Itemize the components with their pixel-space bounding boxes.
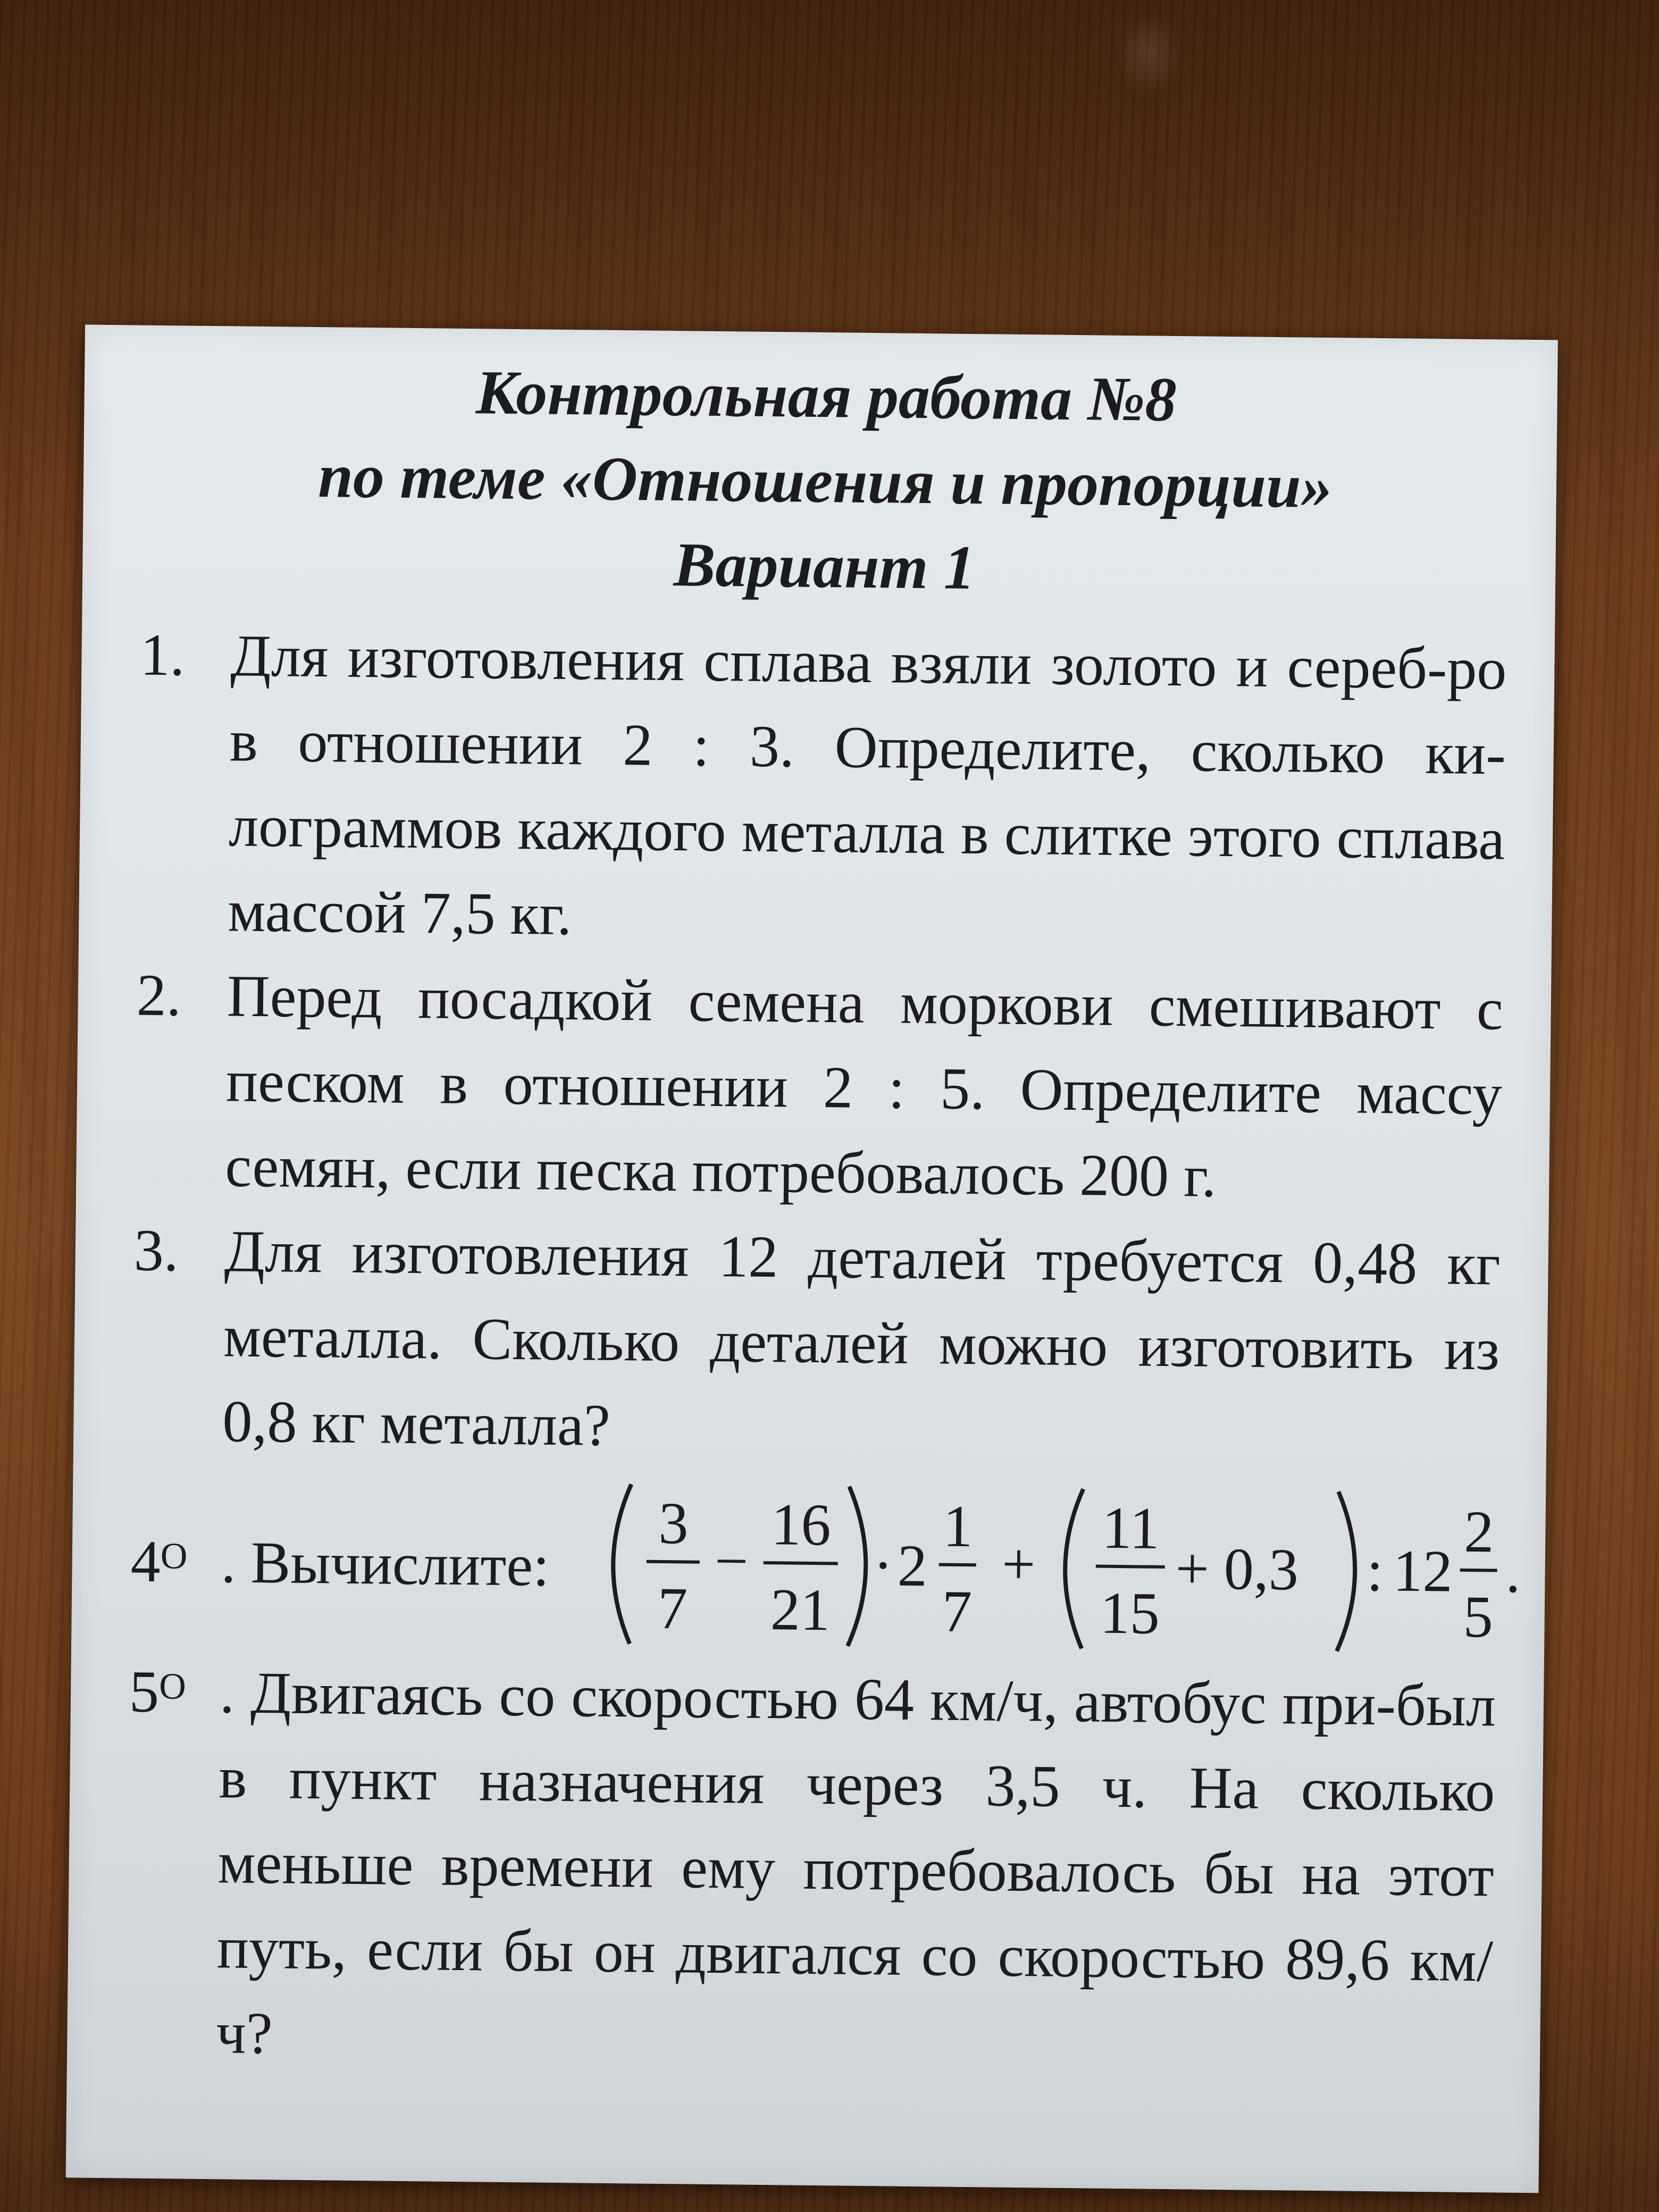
- worksheet-variant: Вариант 1: [673, 530, 976, 603]
- right-parenthesis: [1337, 1492, 1356, 1651]
- fraction-bar: [1096, 1566, 1165, 1567]
- mixed-number-whole: 2: [897, 1532, 928, 1599]
- math-expression-svg: [592, 1473, 1530, 1664]
- worksheet-title: Контрольная работа №8: [475, 357, 1177, 434]
- task-number: 3.: [133, 1217, 179, 1284]
- fraction-bar: [939, 1564, 976, 1565]
- task-number-digit: 5: [129, 1658, 160, 1725]
- task-text: . Двигаясь со скоростью 64 км/ч, автобус при-был в пункт назначения через 3,5 ч. На сколько меньше времени ему потребовалось бы на этот путь, если бы он двигался со скоростью 89,6 км/ч?: [215, 1660, 1496, 2067]
- left-parenthesis: [613, 1484, 632, 1644]
- task-4: [130, 1469, 1521, 1664]
- task-number: 1.: [139, 622, 186, 689]
- task-2: [135, 953, 1504, 1222]
- plus-sign: +: [1001, 1531, 1036, 1598]
- task-list: [125, 613, 1521, 2089]
- task-5: [125, 1649, 1496, 2089]
- worksheet-paper: [66, 324, 1558, 2193]
- fraction-bar: [1460, 1570, 1497, 1571]
- task-number: [130, 1519, 216, 1605]
- fraction-numerator: 1: [942, 1493, 974, 1560]
- end-period: .: [1505, 1539, 1521, 1605]
- fraction-denominator: 21: [770, 1577, 831, 1644]
- right-parenthesis: [848, 1487, 867, 1646]
- mixed-number-whole: 12: [1393, 1538, 1453, 1605]
- fraction-numerator: 11: [1101, 1495, 1160, 1562]
- fraction-denominator: 7: [657, 1575, 688, 1642]
- task-3: [132, 1208, 1501, 1478]
- task-text: Перед посадкой семена моркови смешивают с песком в отношении 2 : 5. Определите массу семян, если песка потребовалось 200 г.: [224, 963, 1504, 1210]
- fraction-numerator: 2: [1463, 1498, 1495, 1565]
- task-number-marker: O: [160, 1536, 188, 1577]
- worksheet-topic: по теме «Отношения и пропорции»: [317, 441, 1333, 522]
- plus-decimal: + 0,3: [1175, 1536, 1299, 1603]
- fraction-numerator: 16: [770, 1492, 832, 1559]
- fraction-denominator: 5: [1463, 1583, 1494, 1650]
- task-text: Для изготовления 12 деталей требуется 0,48 кг металла. Сколько деталей можно изготовить из 0,8 кг металла?: [222, 1218, 1501, 1459]
- task-text: Для изготовления сплава взяли золото и сереб-ро в отношении 2 : 3. Определите, сколько ки-лограммов каждого металла в слитке этого сплава массой 7,5 кг.: [227, 623, 1507, 948]
- task-number-digit: 4: [130, 1528, 161, 1595]
- fraction-numerator: 3: [658, 1490, 689, 1557]
- division-colon: :: [1366, 1537, 1384, 1604]
- fraction-denominator: 7: [942, 1578, 973, 1645]
- task-1: [137, 613, 1507, 967]
- task-number: 2.: [136, 962, 182, 1029]
- left-parenthesis: [1065, 1489, 1084, 1648]
- task-number-marker: O: [158, 1666, 187, 1707]
- fraction-denominator: 15: [1100, 1580, 1160, 1647]
- multiply-dot: ·: [873, 1532, 894, 1599]
- table-glare: [1117, 11, 1180, 96]
- worksheet-header: [141, 347, 1510, 616]
- math-expression: [592, 1473, 1530, 1664]
- task-number: [129, 1649, 215, 1736]
- task-label: . Вычислите:: [221, 1529, 550, 1599]
- minus-sign: −: [714, 1528, 749, 1595]
